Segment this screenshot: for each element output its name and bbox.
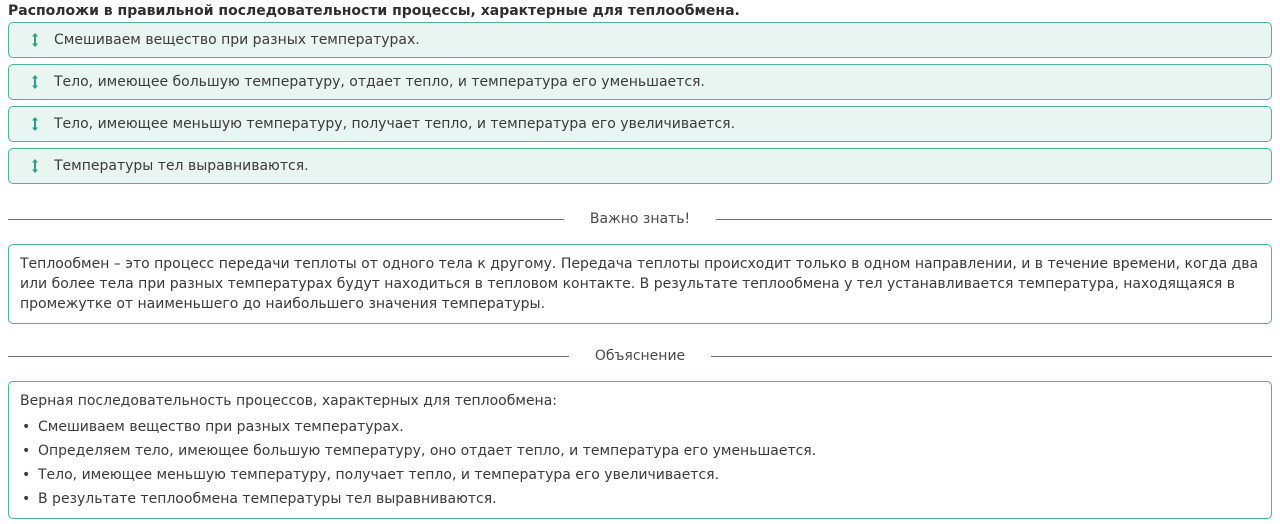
sortable-item[interactable]	[8, 22, 1272, 58]
sortable-item-text: Температуры тел выравниваются.	[54, 158, 309, 174]
explanation-box	[8, 381, 1272, 519]
list-item: • Тело, имеющее меньшую температуру, получает тепло, и температура его увеличивается.	[20, 463, 1260, 487]
important-box	[8, 244, 1272, 324]
drag-handle-icon[interactable]	[28, 31, 42, 49]
explanation-intro: Верная последовательность процессов, характерных для теплообмена:	[20, 393, 558, 409]
sortable-item[interactable]	[8, 148, 1272, 184]
question-title: Расположи в правильной последовательности процессы, характерные для теплообмена.	[8, 3, 740, 19]
list-item: • Смешиваем вещество при разных температурах.	[20, 415, 1260, 439]
drag-handle-icon[interactable]	[28, 157, 42, 175]
important-text: Теплообмен – это процесс передачи теплоты от одного тела к другому. Передача теплоты происходит только в одном направлении, и в течение времени, когда два или более тела при разных температурах будут находиться в тепловом контакте. В результате теплообмена у тел устанавливается температура, находящаяся в промежутке от наименьшего до наибольшего значения температуры.	[20, 256, 1259, 312]
explanation-list	[20, 415, 1260, 511]
sortable-item[interactable]	[8, 106, 1272, 142]
divider-line	[711, 356, 1272, 357]
divider-line	[8, 219, 564, 220]
explanation-divider	[8, 346, 1272, 366]
sortable-item[interactable]	[8, 64, 1272, 100]
sortable-list	[8, 22, 1272, 190]
drag-handle-icon[interactable]	[28, 115, 42, 133]
important-divider	[8, 209, 1272, 229]
list-item: • Определяем тело, имеющее большую температуру, оно отдает тепло, и температура его уменьшается.	[20, 439, 1260, 463]
sortable-item-text: Тело, имеющее большую температуру, отдает тепло, и температура его уменьшается.	[54, 74, 705, 90]
list-item: • В результате теплообмена температуры тел выравниваются.	[20, 487, 1260, 511]
drag-handle-icon[interactable]	[28, 73, 42, 91]
sortable-item-text: Смешиваем вещество при разных температурах.	[54, 32, 420, 48]
divider-line	[8, 356, 569, 357]
explanation-heading: Объяснение	[594, 348, 686, 364]
important-heading: Важно знать!	[589, 211, 691, 227]
sortable-item-text: Тело, имеющее меньшую температуру, получает тепло, и температура его увеличивается.	[54, 116, 736, 132]
divider-line	[716, 219, 1272, 220]
